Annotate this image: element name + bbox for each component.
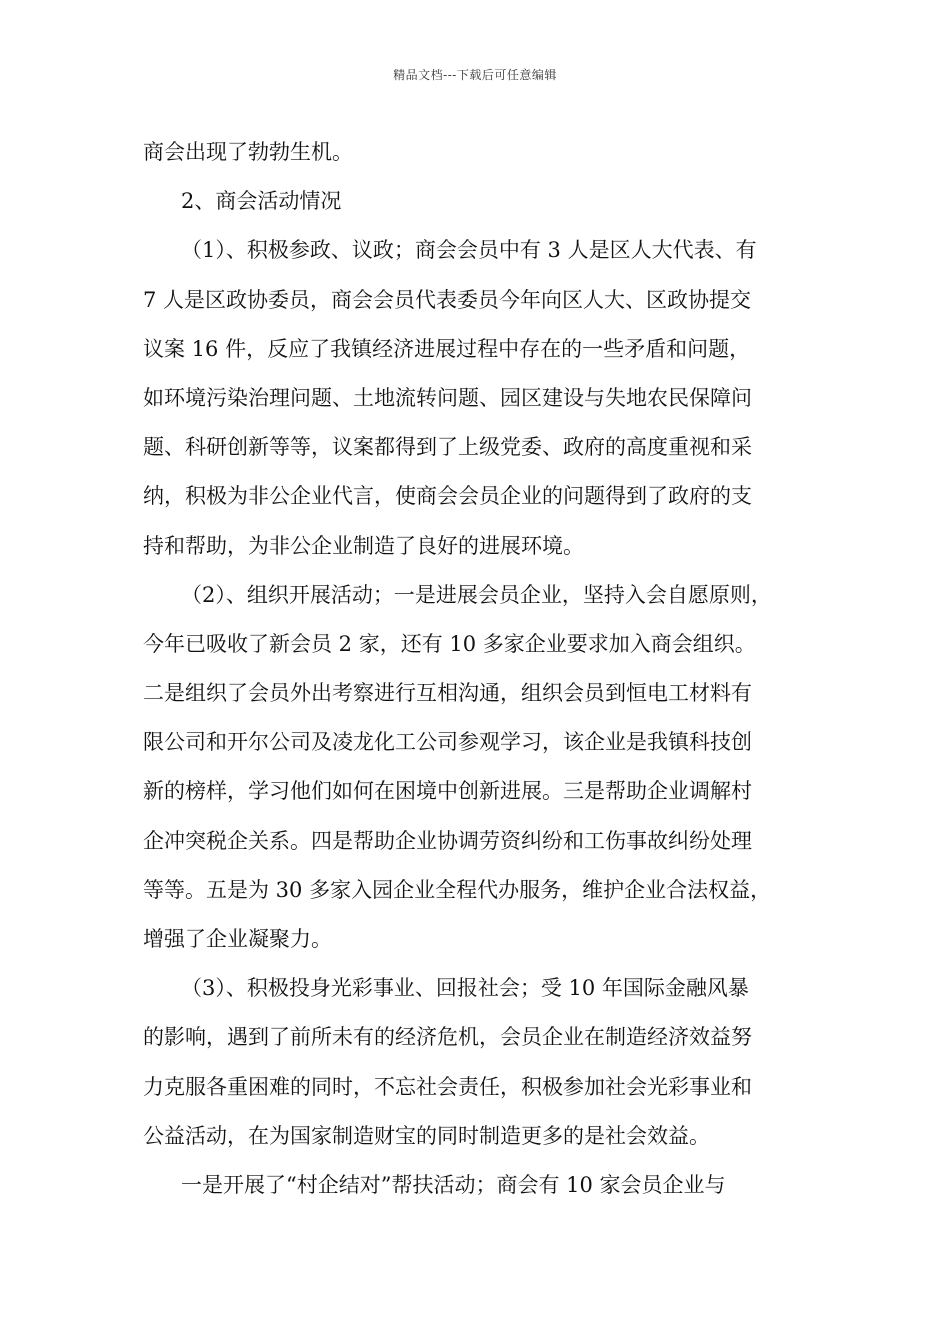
text-line: 一是开展了“村企结对”帮扶活动；商会有 10 家会员企业与 — [181, 1172, 726, 1197]
text-line: 题、科研创新等等，议案都得到了上级党委、政府的高度重视和采 — [143, 435, 752, 460]
text-line: 持和帮助，为非公企业制造了良好的进展环境。 — [143, 533, 584, 558]
text-line: 7 人是区政协委员，商会会员代表委员今年向区人大、区政协提交 — [143, 287, 752, 312]
text-line: 今年已吸收了新会员 2 家，还有 10 多家企业要求加入商会组织。 — [143, 631, 756, 656]
text-line: 新的榜样，学习他们如何在困境中创新进展。三是帮助企业调解村 — [143, 779, 752, 804]
page-header: 精品文档---下载后可任意编辑 — [393, 68, 557, 82]
text-line: 等等。五是为 30 多家入园企业全程代办服务，维护企业合法权益， — [143, 877, 772, 902]
document-body — [143, 128, 819, 1210]
text-line: 企冲突税企关系。四是帮助企业协调劳资纠纷和工伤事故纠纷处理 — [143, 828, 752, 853]
text-line: 如环境污染治理问题、土地流转问题、园区建设与失地农民保障问 — [143, 385, 752, 410]
text-line: 公益活动，在为国家制造财宝的同时制造更多的是社会效益。 — [143, 1123, 710, 1148]
text-line: 力克服各重困难的同时，不忘社会责任，积极参加社会光彩事业和 — [143, 1074, 752, 1099]
text-line: 2、商会活动情况 — [181, 189, 342, 214]
text-line: 商会出现了勃勃生机。 — [143, 140, 353, 164]
text-line: 限公司和开尔公司及凌龙化工公司参观学习，该企业是我镇科技创 — [143, 730, 752, 755]
text-line: 增强了企业凝聚力。 — [143, 927, 332, 951]
text-line: （2）、组织开展活动；一是进展会员企业，坚持入会自愿原则， — [181, 582, 772, 607]
text-line: （3）、积极投身光彩事业、回报社会；受 10 年国际金融风暴 — [181, 976, 749, 1001]
text-line: （1）、积极参政、议政；商会会员中有 3 人是区人大代表、有 — [181, 238, 757, 263]
text-line: 纳，积极为非公企业代言，使商会会员企业的问题得到了政府的支 — [143, 484, 752, 509]
text-line: 的影响，遇到了前所未有的经济危机，会员企业在制造经济效益努 — [143, 1025, 752, 1050]
text-line: 二是组织了会员外出考察进行互相沟通，组织会员到恒电工材料有 — [143, 681, 752, 706]
text-line: 议案 16 件，反应了我镇经济进展过程中存在的一些矛盾和问题， — [143, 336, 751, 361]
